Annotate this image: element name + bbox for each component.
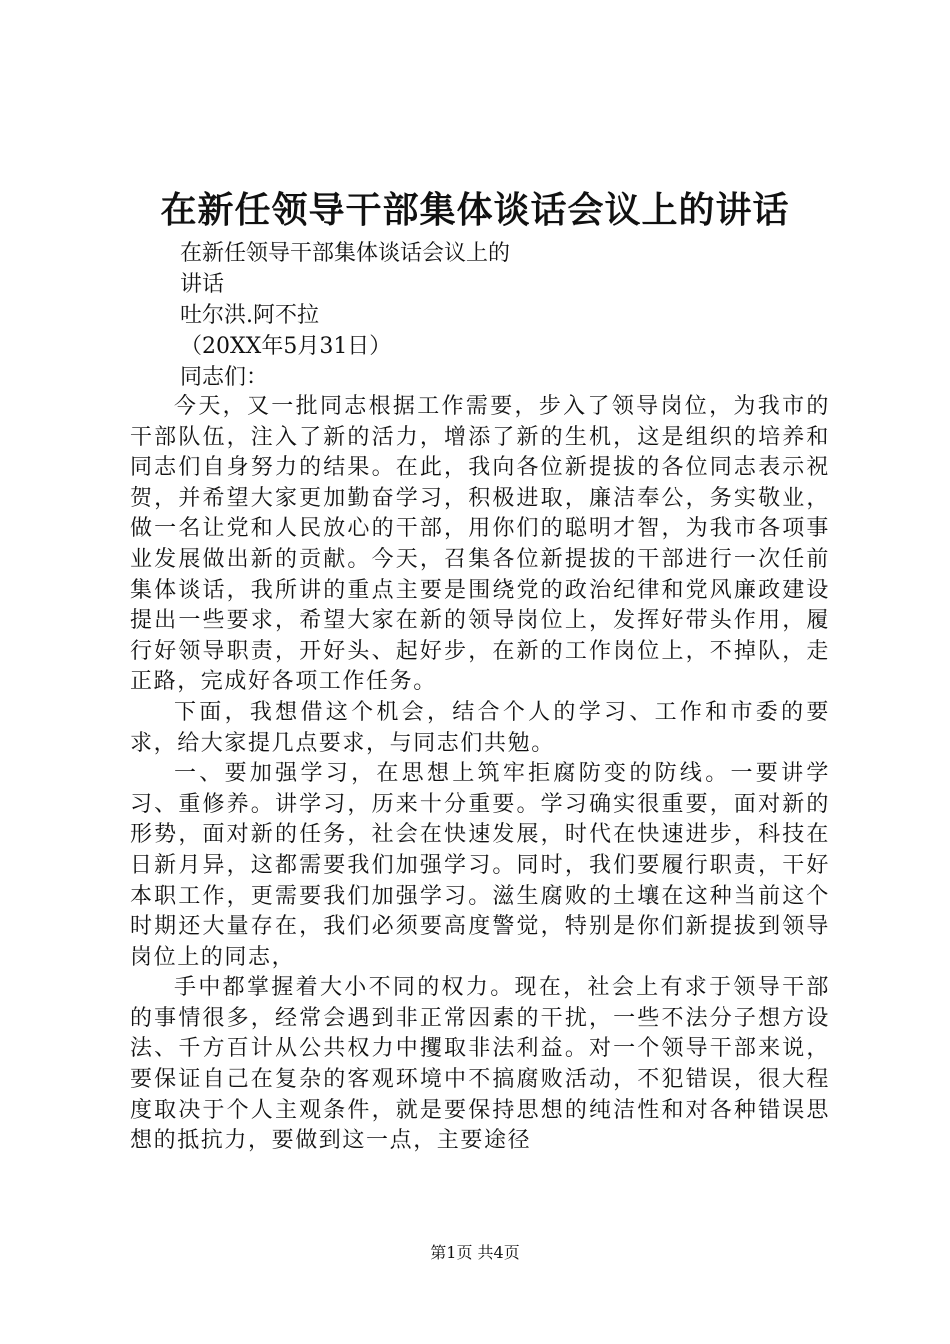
paragraph: 手中都掌握着大小不同的权力。现在，社会上有求于领导干部的事情很多，经常会遇到非正常因素的干扰，一些不法分子想方设法、千方百计从公共权力中攫取非法利益。对一个领导干部来说，要保证自己在复杂的客观环境中不搞腐败活动，不犯错误，很大程度取决于个人主观条件，就是要保持思想的纯洁性和对各种错误思想的抵抗力，要做到这一点，主要途径 — [130, 975, 830, 1154]
paragraph: 一、要加强学习，在思想上筑牢拒腐防变的防线。一要讲学习、重修养。讲学习，历来十分重要。学习确实很重要，面对新的形势，面对新的任务，社会在快速发展，时代在快速进步，科技在日新月异，这都需要我们加强学习。同时，我们要履行职责，干好本职工作，更需要我们加强学习。滋生腐败的土壤在这种当前这个时期还大量存在，我们必须要高度警觉，特别是你们新提拔到领导岗位上的同志， — [130, 761, 830, 970]
paragraph: 下面，我想借这个机会，结合个人的学习、工作和市委的要求，给大家提几点要求，与同志们共勉。 — [130, 699, 830, 756]
subtitle-line-1: 在新任领导干部集体谈话会议上的 — [180, 241, 511, 266]
subtitle-line-2: 讲话 — [180, 272, 225, 297]
document-body — [130, 392, 830, 1157]
document-title: 在新任领导干部集体谈话会议上的讲话 — [160, 189, 790, 231]
salutation: 同志们： — [180, 365, 269, 390]
paragraph: 今天，又一批同志根据工作需要，步入了领导岗位，为我市的干部队伍，注入了新的活力，增添了新的生机，这是组织的培养和同志们自身努力的结果。在此，我向各位新提拔的各位同志表示祝贺，并希望大家更加勤奋学习，积极进取，廉洁奉公，务实敬业，做一名让党和人民放心的干部，用你们的聪明才智，为我市各项事业发展做出新的贡献。今天，召集各位新提拔的干部进行一次任前集体谈话，我所讲的重点主要是围绕党的政治纪律和党风廉政建设提出一些要求，希望大家在新的领导岗位上，发挥好带头作用，履行好领导职责，开好头、起好步，在新的工作岗位上，不掉队，走正路，完成好各项工作任务。 — [130, 394, 830, 695]
date: （20XX年5月31日） — [180, 334, 392, 359]
document-meta — [180, 238, 820, 393]
author: 吐尔洪.阿不拉 — [180, 303, 319, 328]
page-footer: 第1页 共4页 — [430, 1243, 520, 1262]
